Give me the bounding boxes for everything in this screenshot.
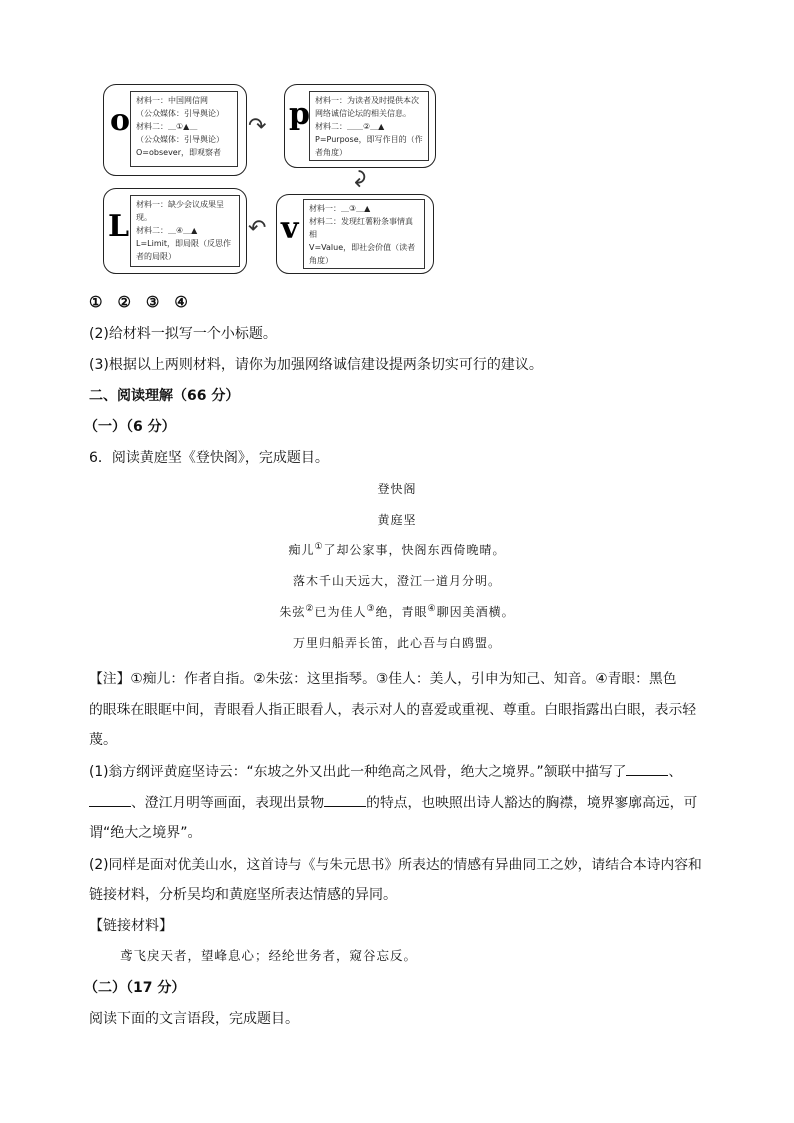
answer-slots: ① ② ③ ④	[89, 293, 188, 311]
card-l	[103, 188, 247, 274]
answer-blank[interactable]	[324, 794, 366, 807]
poem-text: 已为佳人	[314, 605, 367, 619]
question-text: 、澄江月明等画面，表现出景物	[131, 795, 325, 811]
card-l-line: 者的局限）	[136, 252, 176, 261]
question-1-line-1	[89, 760, 682, 780]
footnote-marker: ②	[305, 604, 315, 614]
question-1-line-2	[89, 791, 697, 811]
card-o	[103, 84, 247, 176]
question-2b-line-1: (2)同样是面对优美山水，这首诗与《与朱元思书》所表达的情感有异曲同工之妙，请结合本诗内容和	[89, 857, 702, 873]
poem-line-2: 落木千山天远大，澄江一道月分明。	[292, 574, 501, 588]
card-p	[284, 84, 436, 168]
card-o-line: O=obsever，即观察者	[136, 148, 222, 157]
poem-text: 朱弦	[279, 605, 306, 619]
footnote-marker: ①	[314, 542, 324, 552]
card-p-letter: p	[289, 97, 310, 132]
link-material-text: 鸢飞戾天者，望峰息心；经纶世务者，窥谷忘反。	[120, 948, 418, 963]
question-2b-line-2: 链接材料，分析吴均和黄庭坚所表达情感的异同。	[89, 887, 397, 903]
card-v-line: 角度）	[309, 256, 333, 265]
poem-text: 绝，青眼	[375, 605, 428, 619]
arrow-p-to-v-icon: ↷	[344, 169, 370, 188]
note-line-2: 的眼珠在眼眶中间，青眼看人指正眼看人，表示对人的喜爱或重视、尊重。白眼指露出白眼，表示轻	[89, 702, 697, 718]
card-l-letter: L	[108, 209, 130, 244]
poem-line-3	[0, 603, 794, 620]
card-v-line: 材料一：＿③＿▲	[309, 204, 371, 213]
card-l-line: L=Limit，即局限（反思作	[136, 239, 231, 248]
card-l-line: 材料二：＿④＿▲	[136, 226, 198, 235]
card-p-materials	[309, 91, 429, 161]
card-v-line: V=Value，即社会价值（读者	[309, 243, 416, 252]
poem-author: 黄庭坚	[377, 513, 417, 527]
card-v-materials	[303, 199, 425, 269]
question-3: (3)根据以上两则材料，请你为加强网络诚信建设提两条切实可行的建议。	[89, 357, 543, 373]
card-p-line: 材料二：＿＿②＿▲	[315, 122, 385, 131]
card-o-letter: o	[110, 103, 131, 138]
arrow-v-to-l-icon: ↶	[248, 216, 267, 241]
card-o-materials	[130, 91, 238, 167]
card-v-line: 材料二：发现红薯粉条事情真	[309, 217, 413, 226]
card-v	[276, 194, 434, 274]
question-2: (2)给材料一拟写一个小标题。	[89, 326, 277, 342]
card-p-line: P=Purpose，即写作目的（作	[315, 135, 423, 144]
card-o-line: 材料二：＿①▲＿	[136, 122, 198, 131]
question-text: 的特点，也映照出诗人豁达的胸襟，境界寥廓高远，可	[366, 795, 698, 811]
card-p-line: 网络诚信论坛的相关信息。	[315, 109, 411, 118]
link-material-title: 【链接材料】	[89, 918, 173, 934]
card-l-line: 现。	[136, 213, 152, 222]
answer-blank[interactable]	[626, 763, 668, 776]
footnote-marker: ④	[427, 604, 437, 614]
note-line-3: 蔑。	[89, 732, 117, 748]
question-text: 、	[668, 764, 683, 780]
poem-line-1	[0, 541, 794, 558]
note-line-1: 【注】①痴儿：作者自指。②朱弦：这里指琴。③佳人：美人，引申为知己、知音。④青眼：黑色	[89, 671, 677, 687]
poem-text: 痴儿	[288, 543, 315, 557]
arrow-o-to-p-icon: ↷	[248, 114, 267, 139]
poem-line-4: 万里归船弄长笛，此心吾与白鸥盟。	[292, 636, 501, 650]
section-heading: 二、阅读理解（66 分）	[89, 388, 240, 404]
card-v-letter: v	[281, 211, 299, 246]
answer-blank[interactable]	[89, 794, 131, 807]
question-6: 6．阅读黄庭坚《登快阁》，完成题目。	[89, 450, 329, 466]
card-v-line: 相	[309, 230, 317, 239]
card-o-line: （公众媒体：引导舆论）	[136, 135, 224, 144]
card-p-line: 材料一：为读者及时提供本次	[315, 96, 419, 105]
card-o-line: 材料一：中国网信网	[136, 96, 208, 105]
poem-text: 聊因美酒横。	[436, 605, 515, 619]
question-1-line-3: 谓“绝大之境界”。	[89, 825, 202, 841]
poem-text: 了却公家事，快阁东西倚晚晴。	[323, 543, 506, 557]
oplv-diagram	[96, 80, 440, 280]
card-l-line: 材料一：缺少会议成果呈	[136, 200, 224, 209]
card-l-materials	[130, 195, 240, 267]
footnote-marker: ③	[366, 604, 376, 614]
reading-instruction: 阅读下面的文言语段，完成题目。	[89, 1011, 299, 1027]
card-o-line: （公众媒体：引导舆论）	[136, 109, 224, 118]
part-1-heading: （一）（6 分）	[84, 419, 176, 435]
part-2-heading: （二）（17 分）	[84, 980, 186, 996]
question-text: (1)翁方纲评黄庭坚诗云：“东坡之外又出此一种绝高之风骨，绝大之境界。”颔联中描写了	[89, 764, 627, 780]
poem-title: 登快阁	[377, 482, 417, 496]
card-p-line: 者角度）	[315, 148, 347, 157]
